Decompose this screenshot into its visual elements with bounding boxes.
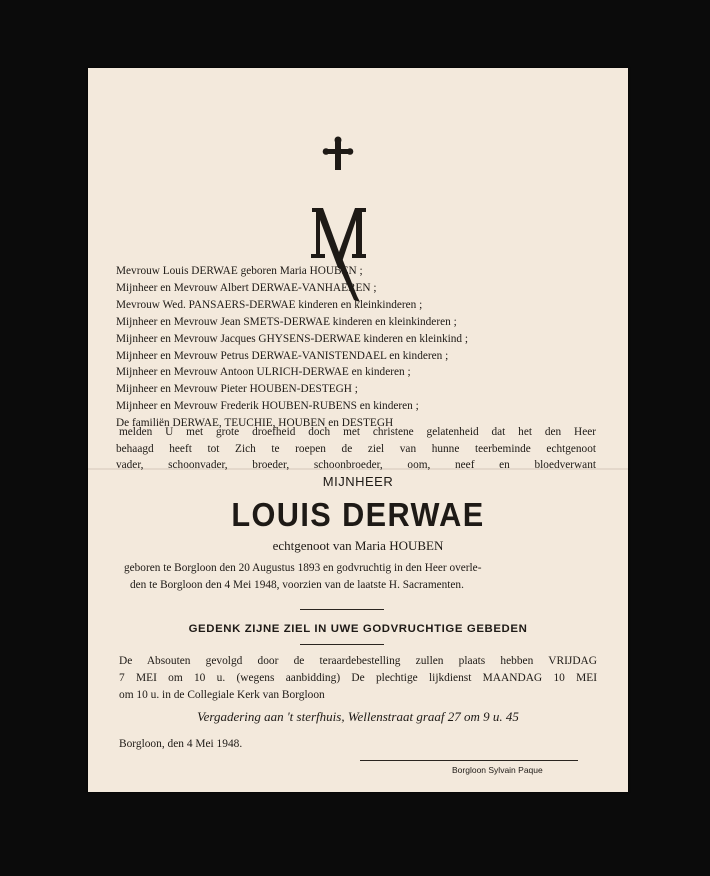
family-line: Mijnheer en Mevrouw Frederik HOUBEN-RUBENS en kinderen ; xyxy=(116,400,419,413)
service-line: De Absouten gevolgd door de teraardebestelling zullen plaats hebben VRIJDAG xyxy=(119,655,597,667)
birth-death-text xyxy=(124,560,564,594)
announcement-line: behaagd heeft tot Zich te roepen de ziel van hunne teerbeminde echtgenoot xyxy=(116,442,596,455)
gathering-line: Vergadering aan 't sterfhuis, Wellenstraat graaf 27 om 9 u. 45 xyxy=(197,709,519,724)
family-line: Mijnheer en Mevrouw Jacques GHYSENS-DERWAE kinderen en kleinkind ; xyxy=(116,332,469,345)
spouse-line: echtgenoot van Maria HOUBEN xyxy=(272,538,444,553)
divider-top xyxy=(300,609,384,610)
deceased-name: LOUIS DERWAE xyxy=(231,496,485,533)
printer-credit: Borgloon Sylvain Paque xyxy=(452,765,543,775)
divider-bottom xyxy=(300,644,384,645)
honorific: MIJNHEER xyxy=(322,474,394,489)
family-line: Mijnheer en Mevrouw Jean SMETS-DERWAE kinderen en kleinkinderen ; xyxy=(116,315,457,328)
service-text xyxy=(119,653,597,705)
service-line: 7 MEI om 10 u. (wegens aanbidding) De plechtige lijkdienst MAANDAG 10 MEI xyxy=(119,672,597,685)
prayer-heading: GEDENK ZIJNE ZIEL IN UWE GODVRUCHTIGE GEBEDEN xyxy=(188,623,528,635)
announcement-line: vader, schoonvader, broeder, schoonbroeder, oom, neef en bloedverwant xyxy=(116,459,596,472)
service-line: om 10 u. in de Collegiale Kerk van Borgloon xyxy=(119,689,325,702)
family-line: Mijnheer en Mevrouw Albert DERWAE-VANHAEREN ; xyxy=(116,281,377,294)
family-list xyxy=(116,263,626,432)
announcement-line: melden U met grote droefheid doch met christene gelatenheid dat het den Heer xyxy=(119,426,596,438)
family-line: Mijnheer en Mevrouw Pieter HOUBEN-DESTEGH ; xyxy=(116,383,358,396)
birth-line: den te Borgloon den 4 Mei 1948, voorzien van de laatste H. Sacramenten. xyxy=(130,579,464,591)
signature-rule xyxy=(360,760,578,761)
birth-line: geboren te Borgloon den 20 Augustus 1893 en godvruchtig in den Heer overle- xyxy=(124,562,482,574)
family-line: Mevrouw Wed. PANSAERS-DERWAE kinderen en kleinkinderen ; xyxy=(116,298,423,311)
family-line: Mevrouw Louis DERWAE geboren Maria HOUBEN ; xyxy=(116,265,363,277)
mourning-card xyxy=(88,68,628,792)
announcement-text xyxy=(116,424,596,474)
place-date: Borgloon, den 4 Mei 1948. xyxy=(119,738,243,750)
family-line: Mijnheer en Mevrouw Antoon ULRICH-DERWAE en kinderen ; xyxy=(116,366,411,379)
family-line: De familiën DERWAE, TEUCHIE, HOUBEN en DESTEGH xyxy=(116,417,394,430)
family-line: Mijnheer en Mevrouw Petrus DERWAE-VANISTENDAEL en kinderen ; xyxy=(116,349,449,362)
